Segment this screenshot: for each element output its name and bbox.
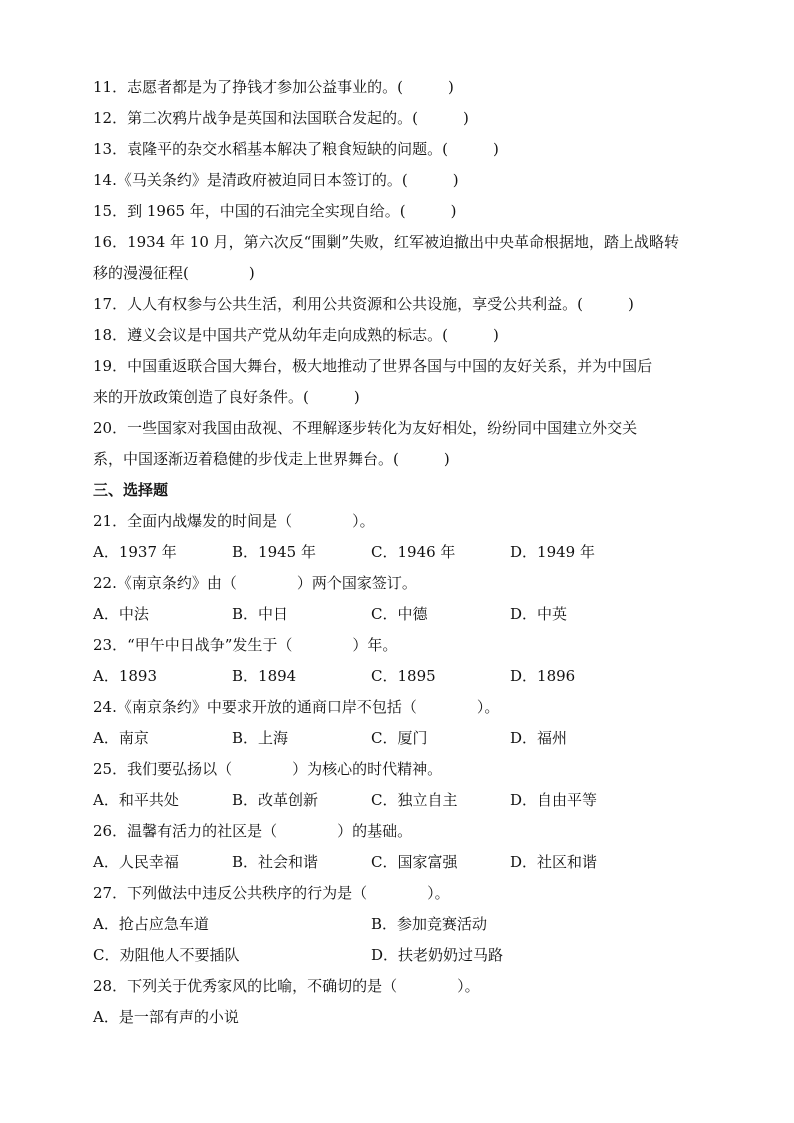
options-row: [93, 851, 713, 882]
question-stem: 23．“甲午中日战争”发生于（ ）年。: [93, 636, 398, 654]
option-text: D．中英: [510, 605, 568, 623]
judgment-question: [93, 324, 713, 355]
question-text-line: 15．到 1965 年，中国的石油完全实现自给。( ): [93, 202, 457, 220]
choice-question: [93, 510, 713, 572]
option-text: C．1946 年: [371, 543, 456, 561]
option-text: D．自由平等: [510, 791, 598, 809]
option-text: A．抢占应急车道: [93, 915, 209, 933]
choice-question: [93, 572, 713, 634]
option-text: B．改革创新: [232, 791, 319, 809]
choice-question: [93, 975, 713, 1037]
question-text-line: 14.《马关条约》是清政府被迫同日本签订的。( ): [93, 171, 459, 189]
question-stem: 26．温馨有活力的社区是（ ）的基础。: [93, 822, 413, 840]
option-text: B．中日: [232, 605, 289, 623]
options-row: [93, 727, 713, 758]
judgment-question: [93, 417, 713, 479]
judgment-question: [93, 138, 713, 169]
judgment-question: [93, 169, 713, 200]
option-text: C．1895: [371, 667, 436, 685]
option-text: A．中法: [93, 605, 149, 623]
question-text-line: 来的开放政策创造了良好条件。( ): [93, 388, 360, 406]
option-text: D．扶老奶奶过马路: [371, 946, 504, 964]
choice-question: [93, 882, 713, 975]
question-stem: 21．全面内战爆发的时间是（ ）。: [93, 512, 375, 530]
question-text-line: 11．志愿者都是为了挣钱才参加公益事业的。( ): [93, 78, 454, 96]
options-row: [93, 665, 713, 696]
question-text-line: 17．人人有权参与公共生活，利用公共资源和公共设施，享受公共利益。( ): [93, 295, 634, 313]
choice-question: [93, 758, 713, 820]
question-stem: 28．下列关于优秀家风的比喻，不确切的是（ ）。: [93, 977, 480, 995]
options-row: [93, 944, 713, 975]
question-text-line: 12．第二次鸦片战争是英国和法国联合发起的。( ): [93, 109, 469, 127]
option-text: D．1949 年: [510, 543, 595, 561]
option-text: D．社区和谐: [510, 853, 598, 871]
choice-question: [93, 820, 713, 882]
option-text: D．福州: [510, 729, 568, 747]
options-row: [93, 789, 713, 820]
question-text-line: 移的漫漫征程( ): [93, 264, 255, 282]
option-text: C．国家富强: [371, 853, 458, 871]
choice-question: [93, 634, 713, 696]
options-row: [93, 541, 713, 572]
option-text: A．是一部有声的小说: [93, 1008, 239, 1026]
option-text: B．上海: [232, 729, 289, 747]
question-text-line: 18．遵义会议是中国共产党从幼年走向成熟的标志。( ): [93, 326, 499, 344]
judgment-question: [93, 107, 713, 138]
choice-question: [93, 696, 713, 758]
question-text-line: 20．一些国家对我国由敌视、不理解逐步转化为友好相处，纷纷同中国建立外交关: [93, 419, 638, 437]
option-text: A．和平共处: [93, 791, 179, 809]
option-text: B．参加竞赛活动: [371, 915, 488, 933]
option-text: B．1894: [232, 667, 297, 685]
option-text: C．中德: [371, 605, 428, 623]
judgment-question: [93, 200, 713, 231]
question-stem: 27．下列做法中违反公共秩序的行为是（ ）。: [93, 884, 450, 902]
question-text-line: 16．1934 年 10 月，第六次反“围剿”失败，红军被迫撤出中央革命根据地，踏上战略转: [93, 233, 679, 251]
question-list: [93, 76, 713, 1037]
option-text: D．1896: [510, 667, 576, 685]
judgment-question: [93, 231, 713, 293]
option-text: C．劝阻他人不要插队: [93, 946, 240, 964]
option-text: C．厦门: [371, 729, 428, 747]
judgment-question: [93, 76, 713, 107]
option-text: A．人民幸福: [93, 853, 179, 871]
options-row: [93, 913, 713, 944]
option-text: A．1893: [93, 667, 158, 685]
option-text: B．1945 年: [232, 543, 316, 561]
option-text: C．独立自主: [371, 791, 458, 809]
section-title: 三、选择题: [93, 481, 169, 499]
judgment-question: [93, 355, 713, 417]
question-stem: 25．我们要弘扬以（ ）为核心的时代精神。: [93, 760, 443, 778]
option-text: B．社会和谐: [232, 853, 319, 871]
options-row: [93, 603, 713, 634]
question-stem: 24.《南京条约》中要求开放的通商口岸不包括（ ）。: [93, 698, 500, 716]
judgment-question: [93, 293, 713, 324]
question-stem: 22.《南京条约》由（ ）两个国家签订。: [93, 574, 417, 592]
option-text: A．南京: [93, 729, 149, 747]
option-text: A．1937 年: [93, 543, 177, 561]
question-text-line: 系，中国逐渐迈着稳健的步伐走上世界舞台。( ): [93, 450, 450, 468]
question-text-line: 19．中国重返联合国大舞台，极大地推动了世界各国与中国的友好关系，并为中国后: [93, 357, 653, 375]
question-text-line: 13．袁隆平的杂交水稻基本解决了粮食短缺的问题。( ): [93, 140, 499, 158]
